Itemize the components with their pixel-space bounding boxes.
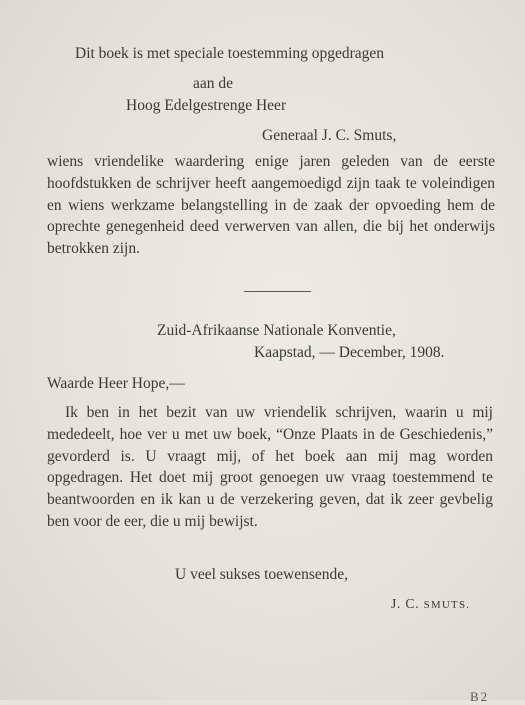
letter-salutation: Waarde Heer Hope,—	[47, 375, 185, 392]
dedication-paragraph: wiens vriendelike waardering enige jaren geleden van de eerste hoofdstukken de schrijver heeft aangemoedigd zijn taak te voleindigen en wiens werkzame belangstelling in de zaak der opvoeding hem de oprechte genegenheid deed verwerven van allen, die bij het onderwijs betrokken zijn.	[47, 153, 495, 258]
dedication-honorific: Hoog Edelgestrenge Heer	[126, 97, 287, 114]
signature-initials: J. C.	[391, 596, 420, 611]
dedication-aan-de: aan de	[193, 75, 234, 92]
letter-address-line1: Zuid-Afrikaanse Nationale Konventie,	[157, 322, 396, 339]
signature-surname: SMUTS.	[423, 599, 471, 611]
letter-body: Ik ben in het bezit van uw vriendelik schrijven, waarin u mij mededeelt, hoe ver u met uw boek, “Onze Plaats in de Geschiedenis,” gevorderd is. U vraagt mij, of het boek aan mij mag worden opgedragen. Het doet mij groot genoegen uw vraag toestemmend te beantwoorden en ik kan u de verzekering geven, dat ik zeer gevbelig ben voor de eer, die u mij bewijst.	[47, 404, 493, 530]
letter-signature	[391, 596, 470, 612]
dedication-recipient: Generaal J. C. Smuts,	[262, 127, 397, 144]
dedication-intro: Dit boek is met speciale toestemming opgedragen	[75, 45, 385, 62]
letter-closing: U veel sukses toewensende,	[175, 566, 349, 583]
section-divider	[244, 291, 311, 292]
page-marker: B2	[470, 689, 490, 704]
letter-address-line2: Kaapstad, — December, 1908.	[254, 344, 445, 361]
